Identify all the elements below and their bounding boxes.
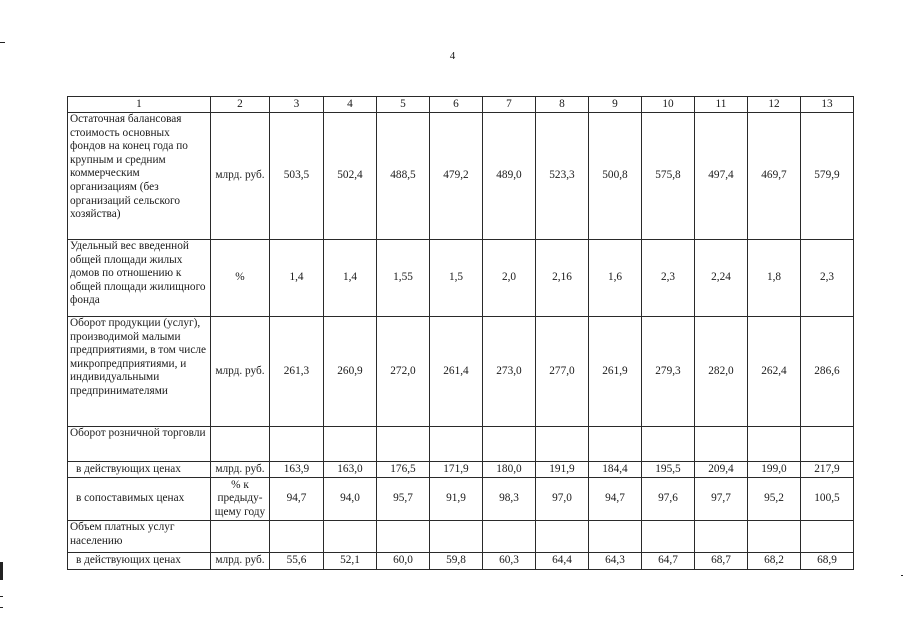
- value-cell: 497,4: [695, 113, 748, 240]
- col-header: 12: [748, 97, 801, 113]
- col-header: 2: [211, 97, 270, 113]
- col-header: 5: [377, 97, 430, 113]
- value-cell: [483, 521, 536, 553]
- value-cell: [642, 521, 695, 553]
- table-row: [68, 317, 854, 427]
- value-cell: 195,5: [642, 462, 695, 478]
- value-cell: 184,4: [589, 462, 642, 478]
- value-cell: 98,3: [483, 478, 536, 521]
- value-cell: 261,3: [270, 317, 324, 427]
- value-cell: 68,9: [801, 553, 854, 570]
- value-cell: 91,9: [430, 478, 483, 521]
- value-cell: 261,9: [589, 317, 642, 427]
- value-cell: [695, 521, 748, 553]
- value-cell: 209,4: [695, 462, 748, 478]
- col-header: 10: [642, 97, 695, 113]
- value-cell: 488,5: [377, 113, 430, 240]
- value-cell: [430, 521, 483, 553]
- indicator-cell: Удельный вес введенной общей площади жилых домов по отношению к общей площади жилищного фонда: [68, 240, 211, 317]
- unit-cell: [211, 427, 270, 462]
- col-header: 4: [324, 97, 377, 113]
- value-cell: 59,8: [430, 553, 483, 570]
- value-cell: 1,4: [324, 240, 377, 317]
- page-number: 4: [449, 50, 456, 62]
- indicator-cell: Остаточная балансовая стоимость основных фондов на конец года по крупным и средним коммерческим организациям (без организаций сельского хозяйства): [68, 113, 211, 240]
- value-cell: 94,7: [589, 478, 642, 521]
- scan-edge-mark: [0, 607, 3, 608]
- col-header: 11: [695, 97, 748, 113]
- value-cell: 171,9: [430, 462, 483, 478]
- value-cell: 2,24: [695, 240, 748, 317]
- value-cell: 2,3: [642, 240, 695, 317]
- table-row: [68, 113, 854, 240]
- value-cell: 60,3: [483, 553, 536, 570]
- value-cell: 279,3: [642, 317, 695, 427]
- value-cell: 100,5: [801, 478, 854, 521]
- value-cell: 55,6: [270, 553, 324, 570]
- value-cell: [695, 427, 748, 462]
- value-cell: 575,8: [642, 113, 695, 240]
- value-cell: [270, 521, 324, 553]
- table-row: [68, 521, 854, 553]
- col-header: 1: [68, 97, 211, 113]
- value-cell: 64,4: [536, 553, 589, 570]
- unit-cell: [211, 521, 270, 553]
- value-cell: 1,5: [430, 240, 483, 317]
- value-cell: 282,0: [695, 317, 748, 427]
- indicator-cell: Объем платных услуг населению: [68, 521, 211, 553]
- value-cell: 95,2: [748, 478, 801, 521]
- scan-edge-mark: [0, 596, 3, 597]
- value-cell: [536, 427, 589, 462]
- value-cell: 260,9: [324, 317, 377, 427]
- value-cell: 1,6: [589, 240, 642, 317]
- indicator-cell: Оборот продукции (услуг), производимой малыми предприятиями, в том числе микропредприятиями, и индивидуальными предпринимателями: [68, 317, 211, 427]
- value-cell: 97,6: [642, 478, 695, 521]
- value-cell: [536, 521, 589, 553]
- value-cell: [748, 427, 801, 462]
- value-cell: 500,8: [589, 113, 642, 240]
- table-row: [68, 462, 854, 478]
- value-cell: [589, 427, 642, 462]
- unit-cell: % к предыду-щему году: [211, 478, 270, 521]
- value-cell: 199,0: [748, 462, 801, 478]
- value-cell: [801, 427, 854, 462]
- value-cell: 191,9: [536, 462, 589, 478]
- col-header: 13: [801, 97, 854, 113]
- value-cell: 503,5: [270, 113, 324, 240]
- value-cell: [377, 427, 430, 462]
- value-cell: 180,0: [483, 462, 536, 478]
- statistics-table: [67, 96, 854, 570]
- value-cell: [324, 521, 377, 553]
- table-row: [68, 427, 854, 462]
- col-header: 3: [270, 97, 324, 113]
- table-row: [68, 478, 854, 521]
- value-cell: 2,0: [483, 240, 536, 317]
- value-cell: 272,0: [377, 317, 430, 427]
- scan-edge-mark: [0, 562, 3, 580]
- value-cell: 163,9: [270, 462, 324, 478]
- indicator-cell: Оборот розничной торговли: [68, 427, 211, 462]
- value-cell: 97,7: [695, 478, 748, 521]
- table-row: [68, 553, 854, 570]
- value-cell: 1,8: [748, 240, 801, 317]
- value-cell: [801, 521, 854, 553]
- value-cell: 261,4: [430, 317, 483, 427]
- col-header: 7: [483, 97, 536, 113]
- value-cell: [324, 427, 377, 462]
- value-cell: 64,3: [589, 553, 642, 570]
- value-cell: 523,3: [536, 113, 589, 240]
- indicator-cell: в действующих ценах: [68, 553, 211, 570]
- value-cell: 277,0: [536, 317, 589, 427]
- table-row: [68, 240, 854, 317]
- value-cell: [270, 427, 324, 462]
- value-cell: 68,2: [748, 553, 801, 570]
- unit-cell: млрд. руб.: [211, 553, 270, 570]
- value-cell: 579,9: [801, 113, 854, 240]
- value-cell: 286,6: [801, 317, 854, 427]
- value-cell: 262,4: [748, 317, 801, 427]
- value-cell: 217,9: [801, 462, 854, 478]
- scan-edge-mark: [0, 42, 5, 43]
- value-cell: 2,16: [536, 240, 589, 317]
- col-header: 9: [589, 97, 642, 113]
- value-cell: 163,0: [324, 462, 377, 478]
- unit-cell: млрд. руб.: [211, 317, 270, 427]
- value-cell: 94,7: [270, 478, 324, 521]
- value-cell: 479,2: [430, 113, 483, 240]
- unit-cell: млрд. руб.: [211, 462, 270, 478]
- scan-edge-mark: [901, 575, 903, 576]
- indicator-cell: в действующих ценах: [68, 462, 211, 478]
- value-cell: 1,55: [377, 240, 430, 317]
- value-cell: 469,7: [748, 113, 801, 240]
- value-cell: 97,0: [536, 478, 589, 521]
- value-cell: 64,7: [642, 553, 695, 570]
- header-row: [68, 97, 854, 113]
- value-cell: 95,7: [377, 478, 430, 521]
- value-cell: [430, 427, 483, 462]
- value-cell: [377, 521, 430, 553]
- value-cell: 1,4: [270, 240, 324, 317]
- value-cell: 2,3: [801, 240, 854, 317]
- indicator-cell: в сопоставимых ценах: [68, 478, 211, 521]
- unit-cell: %: [211, 240, 270, 317]
- value-cell: 176,5: [377, 462, 430, 478]
- value-cell: [642, 427, 695, 462]
- value-cell: [589, 521, 642, 553]
- value-cell: [748, 521, 801, 553]
- value-cell: 273,0: [483, 317, 536, 427]
- value-cell: 60,0: [377, 553, 430, 570]
- value-cell: 68,7: [695, 553, 748, 570]
- value-cell: 502,4: [324, 113, 377, 240]
- value-cell: 94,0: [324, 478, 377, 521]
- col-header: 8: [536, 97, 589, 113]
- value-cell: 52,1: [324, 553, 377, 570]
- unit-cell: млрд. руб.: [211, 113, 270, 240]
- col-header: 6: [430, 97, 483, 113]
- value-cell: [483, 427, 536, 462]
- value-cell: 489,0: [483, 113, 536, 240]
